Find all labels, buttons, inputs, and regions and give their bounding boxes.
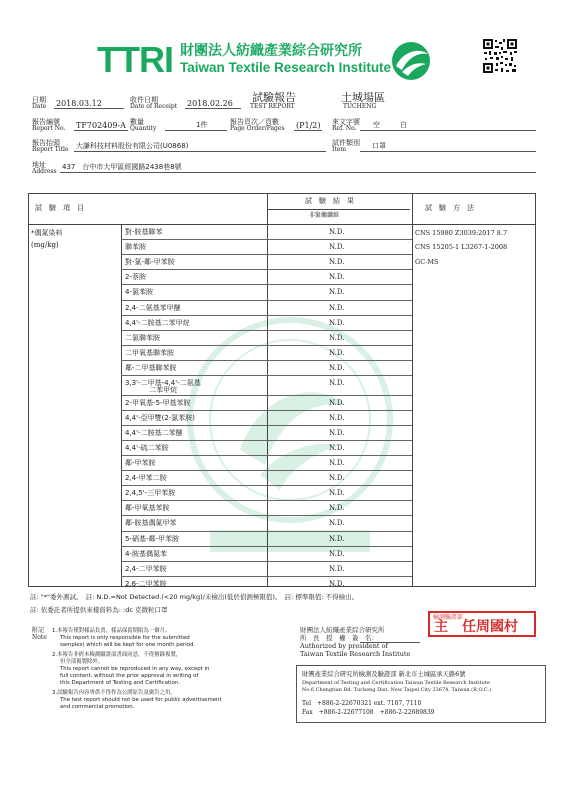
results-table bbox=[28, 193, 536, 587]
row-divider bbox=[121, 330, 412, 331]
signature-label-cn: 所 長 授 權 簽 名： bbox=[300, 634, 378, 642]
table-row-item: 2,4,5'-三甲苯胺 bbox=[125, 489, 176, 498]
row-divider bbox=[121, 239, 412, 240]
receipt-date: 2018.02.26 bbox=[187, 99, 233, 108]
page-label-en: Page Order/Pages bbox=[230, 125, 285, 132]
row-divider bbox=[121, 360, 412, 361]
row-divider bbox=[121, 315, 412, 316]
table-row-item: 鄰-二甲基聯苯胺 bbox=[125, 363, 177, 372]
row-divider bbox=[121, 345, 412, 346]
ttri-swoosh-icon bbox=[388, 40, 434, 82]
date-label-en: Date bbox=[32, 103, 47, 110]
address-box bbox=[296, 665, 546, 723]
signature-org-en: Taiwan Textile Research Institute bbox=[300, 650, 411, 658]
report-no-label-en: Report No. bbox=[32, 125, 66, 132]
table-row-result: N.D. bbox=[329, 489, 345, 498]
table-row-result: N.D. bbox=[329, 579, 345, 588]
table-row-result: N.D. bbox=[329, 288, 345, 297]
remark-line: 1.本報告僅對樣品負責，樣品保留期限為一個月。 bbox=[52, 628, 171, 634]
quantity: 1件 bbox=[196, 121, 208, 129]
table-row-result: N.D. bbox=[329, 228, 345, 236]
table-row-result: N.D. bbox=[329, 504, 345, 513]
receipt-label-en: Date of Receipt bbox=[130, 103, 178, 110]
table-row-result: N.D. bbox=[329, 443, 345, 452]
table-row-item: 3,3'-二甲基-4,4'-二氨基 bbox=[125, 379, 201, 387]
row-divider bbox=[121, 531, 412, 532]
report-no-label-cn: 報告編號 bbox=[32, 118, 60, 126]
row-divider bbox=[121, 485, 412, 486]
remark-line: This report cannot be reproduced in any way, except in bbox=[60, 666, 210, 672]
table-row-item: 4,4'-二胺基二苯醚 bbox=[125, 428, 183, 437]
table-row-result: N.D. bbox=[329, 413, 345, 422]
table-row-result: N.D. bbox=[329, 534, 345, 543]
remark-line: 但全部複製除外。 bbox=[60, 659, 104, 665]
table-row-result: N.D. bbox=[329, 379, 345, 387]
ref-label-en: Ref. No. bbox=[332, 125, 357, 132]
address-label-cn: 地址 bbox=[32, 161, 46, 169]
header-test-result: 試 驗 結 果 bbox=[305, 197, 354, 205]
row-divider bbox=[121, 410, 412, 411]
remark-line: full content, without the prior approval in writing of bbox=[60, 673, 199, 679]
remark-label-en: Note bbox=[32, 634, 47, 641]
table-row-result: N.D. bbox=[329, 519, 345, 528]
table-row-item: 2,6-二甲苯胺 bbox=[125, 579, 167, 588]
remark-line: samples) which will be kept for one month period. bbox=[60, 642, 196, 648]
table-row-item: 4,4'-硫二苯胺 bbox=[125, 443, 169, 452]
page-order: (P1/2) bbox=[296, 121, 321, 130]
row-divider bbox=[121, 470, 412, 471]
table-row-item: 聯苯胺 bbox=[125, 243, 146, 252]
address-box-line: 財團產業綜合研究所檢測及驗證部 新北市土城區承天路6號 bbox=[302, 671, 466, 678]
org-name-en: Taiwan Textile Research Institute bbox=[180, 60, 392, 75]
table-row-item: 4-胺基偶氮苯 bbox=[125, 549, 167, 558]
note-line-2: 註: 依委託者所提供來樣資料為: :dc 克微粒口罩 bbox=[30, 606, 168, 614]
table-row-item: 二氯聯苯胺 bbox=[125, 333, 160, 342]
table-row-item: 二甲氧基聯苯胺 bbox=[125, 348, 174, 357]
quantity-label-en: Quantity bbox=[130, 125, 157, 132]
table-row-result: N.D. bbox=[329, 398, 345, 407]
test-method: CNS 15980 Z3039:2017 8.7 bbox=[415, 229, 508, 237]
table-row-result: N.D. bbox=[329, 564, 345, 573]
table-row-result: N.D. bbox=[329, 303, 345, 312]
row-divider bbox=[121, 425, 412, 426]
table-row-item: 4,4'-二胺基二苯甲烷 bbox=[125, 318, 190, 327]
table-row-result: N.D. bbox=[329, 273, 345, 282]
director-stamp bbox=[428, 611, 536, 637]
signature-org-cn: 財團法人紡織產業綜合研究所 bbox=[300, 626, 385, 634]
applicant-name: 大謙科技材料股份有限公司(U0868) bbox=[76, 142, 189, 150]
table-row-result: N.D. bbox=[329, 459, 345, 468]
receipt-label-cn: 收件日期 bbox=[130, 96, 158, 104]
header-test-item: 試 驗 項 目 bbox=[35, 204, 84, 212]
applicant-label-en: Report Title bbox=[32, 146, 69, 153]
applicant-label-cn: 報告抬頭 bbox=[32, 139, 60, 147]
table-row-item: 鄰-胺基偶氮甲苯 bbox=[125, 519, 177, 528]
address-box-line: Tel +886-2-22670321 ext. 7107, 7110 bbox=[302, 700, 422, 707]
table-row-result: N.D. bbox=[329, 363, 345, 372]
qr-code-icon bbox=[482, 38, 518, 74]
remark-line: This report is only responsible for the submitted bbox=[60, 635, 190, 641]
row-divider bbox=[121, 395, 412, 396]
stamp-dept: 檢測驗證部 bbox=[433, 614, 464, 621]
table-row-item: 4,4'-亞甲雙(2-氯苯胺) bbox=[125, 413, 196, 422]
org-name-cn: 財團法人紡織產業綜合研究所 bbox=[180, 43, 362, 59]
row-divider bbox=[121, 561, 412, 562]
test-method: GC-MS bbox=[415, 258, 439, 266]
note-line-1: 註: "*"委外測試。 註: N.D.=Not Detected.(<20 mg/kg)/未檢出(低於偵測極限值)。 註: 標準限值: 不得檢出。 bbox=[30, 593, 359, 601]
report-title-en: TEST REPORT bbox=[250, 103, 295, 110]
table-row-item: 2,4-甲苯二胺 bbox=[125, 474, 167, 483]
table-row-result: N.D. bbox=[329, 333, 345, 342]
table-row-item: 鄰-甲苯胺 bbox=[125, 459, 156, 468]
row-divider bbox=[121, 515, 412, 516]
table-row-item: 對-胺基聯苯 bbox=[125, 228, 163, 236]
address: 437 台中市大甲區經國路2438巷8號 bbox=[62, 163, 182, 171]
remark-line: and commercial promotion. bbox=[60, 704, 135, 710]
table-row-item: 2-甲氧基-5-甲基苯胺 bbox=[125, 398, 191, 407]
row-divider bbox=[121, 500, 412, 501]
table-row-item: 2-萘胺 bbox=[125, 273, 146, 282]
quantity-label-cn: 數量 bbox=[130, 118, 144, 126]
address-box-line: No.6 Chengtian Rd. Tucheng Dist. New Taipei City 23674, Taiwan (R.O.C.) bbox=[302, 687, 492, 693]
table-row-result: N.D. bbox=[329, 258, 345, 267]
site-cn: 土城場區 bbox=[341, 91, 385, 104]
date-label-cn: 日期 bbox=[32, 96, 46, 104]
category-label-en: Item bbox=[332, 146, 347, 153]
table-row-item: 對-氯-鄰-甲苯胺 bbox=[125, 258, 175, 267]
table-row-result: N.D. bbox=[329, 549, 345, 558]
table-row-result: N.D. bbox=[329, 474, 345, 483]
report-date: 2018.03.12 bbox=[56, 99, 102, 108]
table-row-item: 二苯甲烷 bbox=[149, 386, 177, 394]
page-label-cn: 報告頁次／頁數 bbox=[230, 118, 279, 126]
row-divider bbox=[121, 254, 412, 255]
row-divider bbox=[121, 546, 412, 547]
category-label-cn: 試件類別 bbox=[332, 139, 360, 147]
report-no: TF702409-A bbox=[76, 121, 126, 130]
address-box-line: Fax +886-2-22677108 +886-2-22689839 bbox=[302, 709, 435, 716]
ref-no: 空 bbox=[373, 121, 380, 129]
remark-line: The test report should not be used for public advertisement bbox=[60, 697, 222, 703]
stamp-name: 主 任周國村 bbox=[434, 619, 518, 635]
row-divider bbox=[121, 375, 412, 376]
site-en: TUCHENG bbox=[343, 103, 377, 110]
address-box-line: Department of Testing and Certification Taiwan Textile Research Institute bbox=[302, 680, 490, 686]
remark-line: 2.本報告非經本檢測驗證部書面同意，不得擅錄複製， bbox=[52, 652, 182, 658]
table-row-result: N.D. bbox=[329, 243, 345, 252]
remark-line: this Department of Testing and Certification. bbox=[60, 680, 180, 686]
row-divider bbox=[121, 455, 412, 456]
table-row-item: 5-硝基-鄰-甲苯胺 bbox=[125, 534, 180, 543]
header-test-method: 試 驗 方 法 bbox=[425, 204, 474, 212]
remark-line: 3.試驗報告內容專供不得作為公開原告及廣告之用。 bbox=[52, 690, 176, 696]
table-row-item: 2,4-二氨基苯甲醚 bbox=[125, 303, 181, 312]
table-row-result: N.D. bbox=[329, 348, 345, 357]
report-title-cn: 試驗報告 bbox=[252, 91, 296, 104]
row-divider bbox=[121, 576, 412, 577]
ttri-logo: TTRI bbox=[97, 39, 173, 80]
category: 口罩 bbox=[372, 142, 386, 150]
group-unit: (mg/kg) bbox=[31, 241, 59, 249]
ref-no-extra: 白 bbox=[400, 121, 407, 129]
row-divider bbox=[121, 284, 412, 285]
address-label-en: Address bbox=[32, 168, 57, 175]
header-sample: 非緊觸纖維 bbox=[309, 212, 340, 219]
table-row-result: N.D. bbox=[329, 318, 345, 327]
group-label: *偶氮染料 bbox=[31, 229, 63, 237]
remark-label-cn: 附記 bbox=[32, 627, 45, 634]
row-divider bbox=[121, 440, 412, 441]
ref-label-cn: 來文字號 bbox=[332, 118, 360, 126]
row-divider bbox=[121, 269, 412, 270]
test-method: CNS 15205-1 L3267-1-2008 bbox=[415, 243, 508, 251]
row-divider bbox=[121, 300, 412, 301]
signature-authorized-en: Authorized by president of bbox=[300, 642, 388, 650]
table-row-item: 4-氯苯胺 bbox=[125, 288, 153, 297]
table-row-item: 2,4-二甲苯胺 bbox=[125, 564, 167, 573]
table-row-item: 鄰-甲氧基苯胺 bbox=[125, 504, 170, 513]
table-row-result: N.D. bbox=[329, 428, 345, 437]
